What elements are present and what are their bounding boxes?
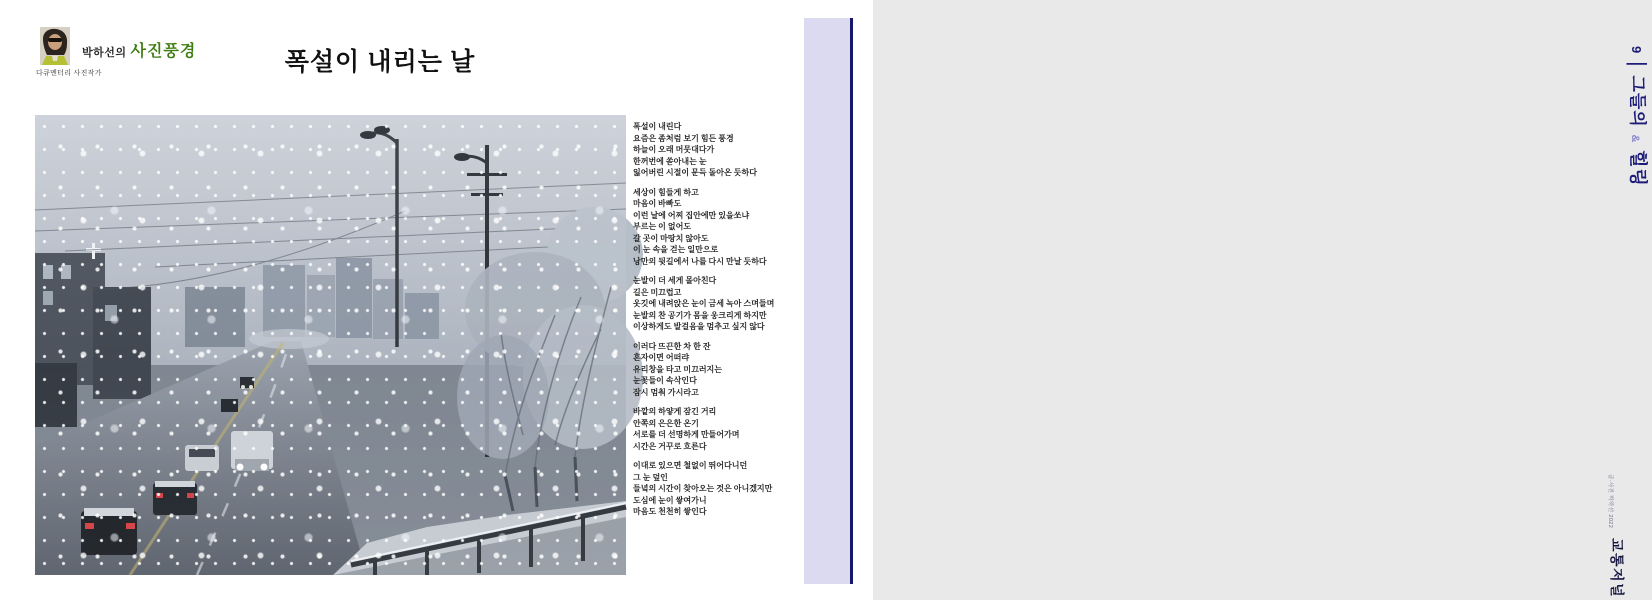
main-photo: [35, 115, 626, 575]
page-number: 9: [1629, 46, 1644, 54]
poem-stanza: 바깥의 하얗게 잠긴 거리 안쪽의 은은한 온기 서로를 더 선명하게 만들어가며 시간은 거꾸로 흐른다: [633, 407, 740, 451]
column-header: [82, 38, 196, 61]
section-band: [804, 18, 1651, 599]
band-footer-magazine: 교통저널: [1609, 538, 1625, 599]
column-name: 사진풍경: [130, 43, 197, 60]
dark-car: [81, 511, 137, 555]
author-name: 박하선의: [82, 47, 127, 59]
band-divider: |: [1626, 60, 1651, 68]
band-footer-small: 글·사진 박하선 2022: [1607, 474, 1613, 529]
section-band-title: [1626, 46, 1652, 187]
poem-stanza: 세상이 힘들게 하고 마음이 바빠도 이런 날에 어찌 집안에만 있을쏘냐 부르는 이 없어도 갈 곳이 마땅치 않아도 이 눈 속을 걷는 일만으로 낭만의 뒷길에서 나를 다시 만날 듯하다: [633, 187, 767, 266]
section-title-part2: 힐링: [1628, 150, 1648, 187]
poem: [633, 121, 783, 526]
author-photo-art: [40, 27, 70, 65]
poem-stanza: 이대로 있으면 철없이 뛰어다니던 그 눈 덮인 들녘의 시간이 찾아오는 것은 아니겠지만 도심에 눈이 쌓여가니 마음도 천천히 쌓인다: [633, 461, 773, 516]
poem-stanza: 폭설이 내린다 요즘은 좀처럼 보기 힘든 풍경 하늘이 오래 머뭇대다가 한꺼번에 쏟아내는 눈 잃어버린 시절이 문득 돌아온 듯하다: [633, 122, 757, 177]
poem-stanza: 눈발이 더 세게 몰아친다 길은 미끄럽고 옷깃에 내려앉은 눈이 금세 녹아 스며들며 눈발의 찬 공기가 몸을 웅크리게 하지만 이상하게도 발걸음을 멈추고 싶지 않다: [633, 276, 775, 331]
section-title-part1: 그들의: [1628, 75, 1647, 128]
poem-stanza: 이러다 뜨끈한 차 한 잔 혼자이면 어떠랴 유리창을 타고 미끄러지는 눈꽃들이 속삭인다 잠시 멈춰 가시라고: [633, 341, 723, 397]
author-photo: [40, 27, 70, 65]
ampersand-icon: &: [1629, 134, 1641, 144]
page-title: 폭설이 내리는 날: [284, 49, 476, 76]
author-role: 다큐멘터리 사진작가: [36, 70, 102, 77]
snow-street-scene: [35, 115, 626, 575]
